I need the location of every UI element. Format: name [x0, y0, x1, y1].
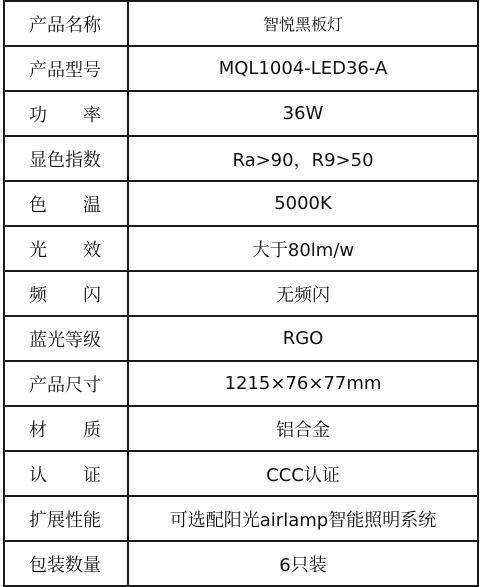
table-row-dimensions	[4, 361, 478, 406]
row-value: 6只装	[128, 541, 478, 586]
table-row-cri	[4, 136, 478, 181]
row-value: 5000K	[128, 181, 478, 226]
label-char: 率	[83, 104, 101, 126]
table-row-flicker	[4, 271, 478, 316]
label-char: 效	[83, 239, 101, 261]
table-row-blue-light	[4, 316, 478, 361]
label-char: 频	[29, 284, 47, 306]
row-label	[4, 91, 128, 136]
row-label-text	[29, 281, 101, 307]
row-label-text	[29, 101, 101, 127]
row-label: 产品型号	[4, 46, 128, 91]
label-char: 质	[83, 419, 101, 441]
row-value: 无频闪	[128, 271, 478, 316]
label-char: 光	[29, 239, 47, 261]
row-value: CCC认证	[128, 451, 478, 496]
label-char: 色	[29, 194, 47, 216]
table-row-packaging	[4, 541, 478, 586]
row-value: 1215×76×77mm	[128, 361, 478, 406]
table-row-product-name	[4, 1, 478, 46]
row-label	[4, 181, 128, 226]
table-row-efficacy	[4, 226, 478, 271]
table-row-material	[4, 406, 478, 451]
table-row-color-temp	[4, 181, 478, 226]
row-label: 扩展性能	[4, 496, 128, 541]
label-char: 认	[29, 464, 47, 486]
row-value: 36W	[128, 91, 478, 136]
label-char: 温	[83, 194, 101, 216]
row-value: 可选配阳光airlamp智能照明系统	[128, 496, 478, 541]
row-label	[4, 271, 128, 316]
row-label: 包装数量	[4, 541, 128, 586]
row-label-text	[29, 236, 101, 262]
row-value: 铝合金	[128, 406, 478, 451]
label-char: 证	[83, 464, 101, 486]
row-value: 大于80lm/w	[128, 226, 478, 271]
table-row-model	[4, 46, 478, 91]
row-label: 产品名称	[4, 1, 128, 46]
row-label: 显色指数	[4, 136, 128, 181]
row-label: 蓝光等级	[4, 316, 128, 361]
table-row-power	[4, 91, 478, 136]
row-label: 产品尺寸	[4, 361, 128, 406]
label-char: 功	[29, 104, 47, 126]
row-label	[4, 406, 128, 451]
row-value: 智悦黑板灯	[128, 1, 478, 46]
row-label-text	[29, 191, 101, 217]
label-char: 闪	[83, 284, 101, 306]
table-row-extension	[4, 496, 478, 541]
row-value: MQL1004-LED36-A	[128, 46, 478, 91]
label-char: 材	[29, 419, 47, 441]
table-row-certification	[4, 451, 478, 496]
row-label	[4, 226, 128, 271]
row-value: Ra>90，R9>50	[128, 136, 478, 181]
row-label-text	[29, 416, 101, 442]
row-value: RGO	[128, 316, 478, 361]
row-label-text	[29, 461, 101, 487]
product-spec-table	[3, 0, 479, 587]
row-label	[4, 451, 128, 496]
